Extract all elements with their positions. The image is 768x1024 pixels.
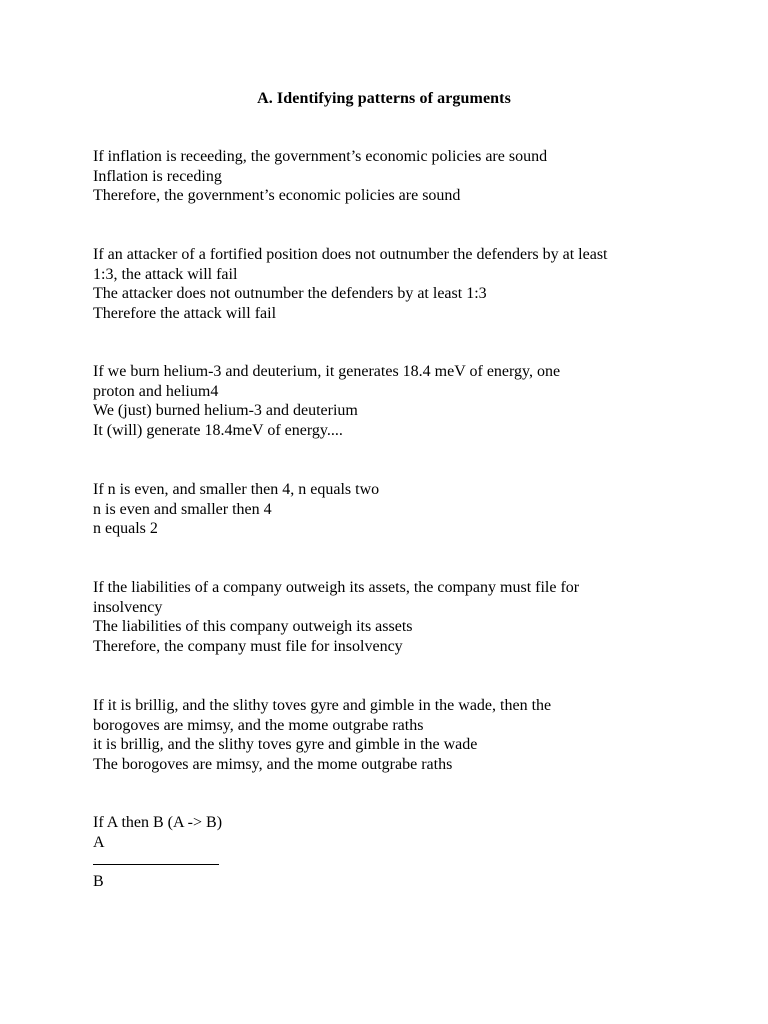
argument-line: If inflation is receeding, the government’s economic policies are sound <box>93 148 548 165</box>
conclusion-divider <box>93 852 219 865</box>
argument-line: Therefore, the government’s economic policies are sound <box>93 187 461 205</box>
argument-pattern-block <box>93 813 683 892</box>
pattern-conclusion: B <box>93 873 104 891</box>
argument-line: The liabilities of this company outweigh its assets <box>93 618 413 636</box>
argument-line: If it is brillig, and the slithy toves gyre and gimble in the wade, then the <box>93 697 552 714</box>
argument-line: It (will) generate 18.4meV of energy.... <box>93 421 343 439</box>
argument-block-4 <box>93 480 683 539</box>
page-title: A. Identifying patterns of arguments <box>257 90 511 107</box>
argument-line: If we burn helium-3 and deuterium, it generates 18.4 meV of energy, one <box>93 363 561 380</box>
argument-block-1 <box>93 147 683 206</box>
argument-line: borogoves are mimsy, and the mome outgrabe raths <box>93 716 424 734</box>
argument-block-6 <box>93 696 683 774</box>
argument-line: insolvency <box>93 598 163 616</box>
argument-block-2 <box>93 245 683 323</box>
pattern-minor-premise: A <box>93 833 105 851</box>
argument-line: We (just) burned helium-3 and deuterium <box>93 402 358 420</box>
argument-line: If n is even, and smaller then 4, n equals two <box>93 481 380 498</box>
argument-line: n is even and smaller then 4 <box>93 500 272 518</box>
argument-line: The attacker does not outnumber the defenders by at least 1:3 <box>93 285 487 303</box>
argument-line: If an attacker of a fortified position does not outnumber the defenders by at least <box>93 246 608 263</box>
argument-line: If the liabilities of a company outweigh its assets, the company must file for <box>93 579 580 596</box>
pattern-premise: If A then B (A -> B) <box>93 814 223 831</box>
argument-line: proton and helium4 <box>93 382 219 400</box>
argument-block-5 <box>93 578 683 656</box>
argument-line: 1:3, the attack will fail <box>93 265 238 283</box>
argument-line: it is brillig, and the slithy toves gyre and gimble in the wade <box>93 736 478 754</box>
argument-line: n equals 2 <box>93 520 158 538</box>
argument-block-3 <box>93 362 683 440</box>
argument-line: Therefore the attack will fail <box>93 304 277 322</box>
argument-line: Inflation is receding <box>93 167 222 185</box>
argument-line: The borogoves are mimsy, and the mome outgrabe raths <box>93 755 453 773</box>
argument-line: Therefore, the company must file for insolvency <box>93 637 403 655</box>
